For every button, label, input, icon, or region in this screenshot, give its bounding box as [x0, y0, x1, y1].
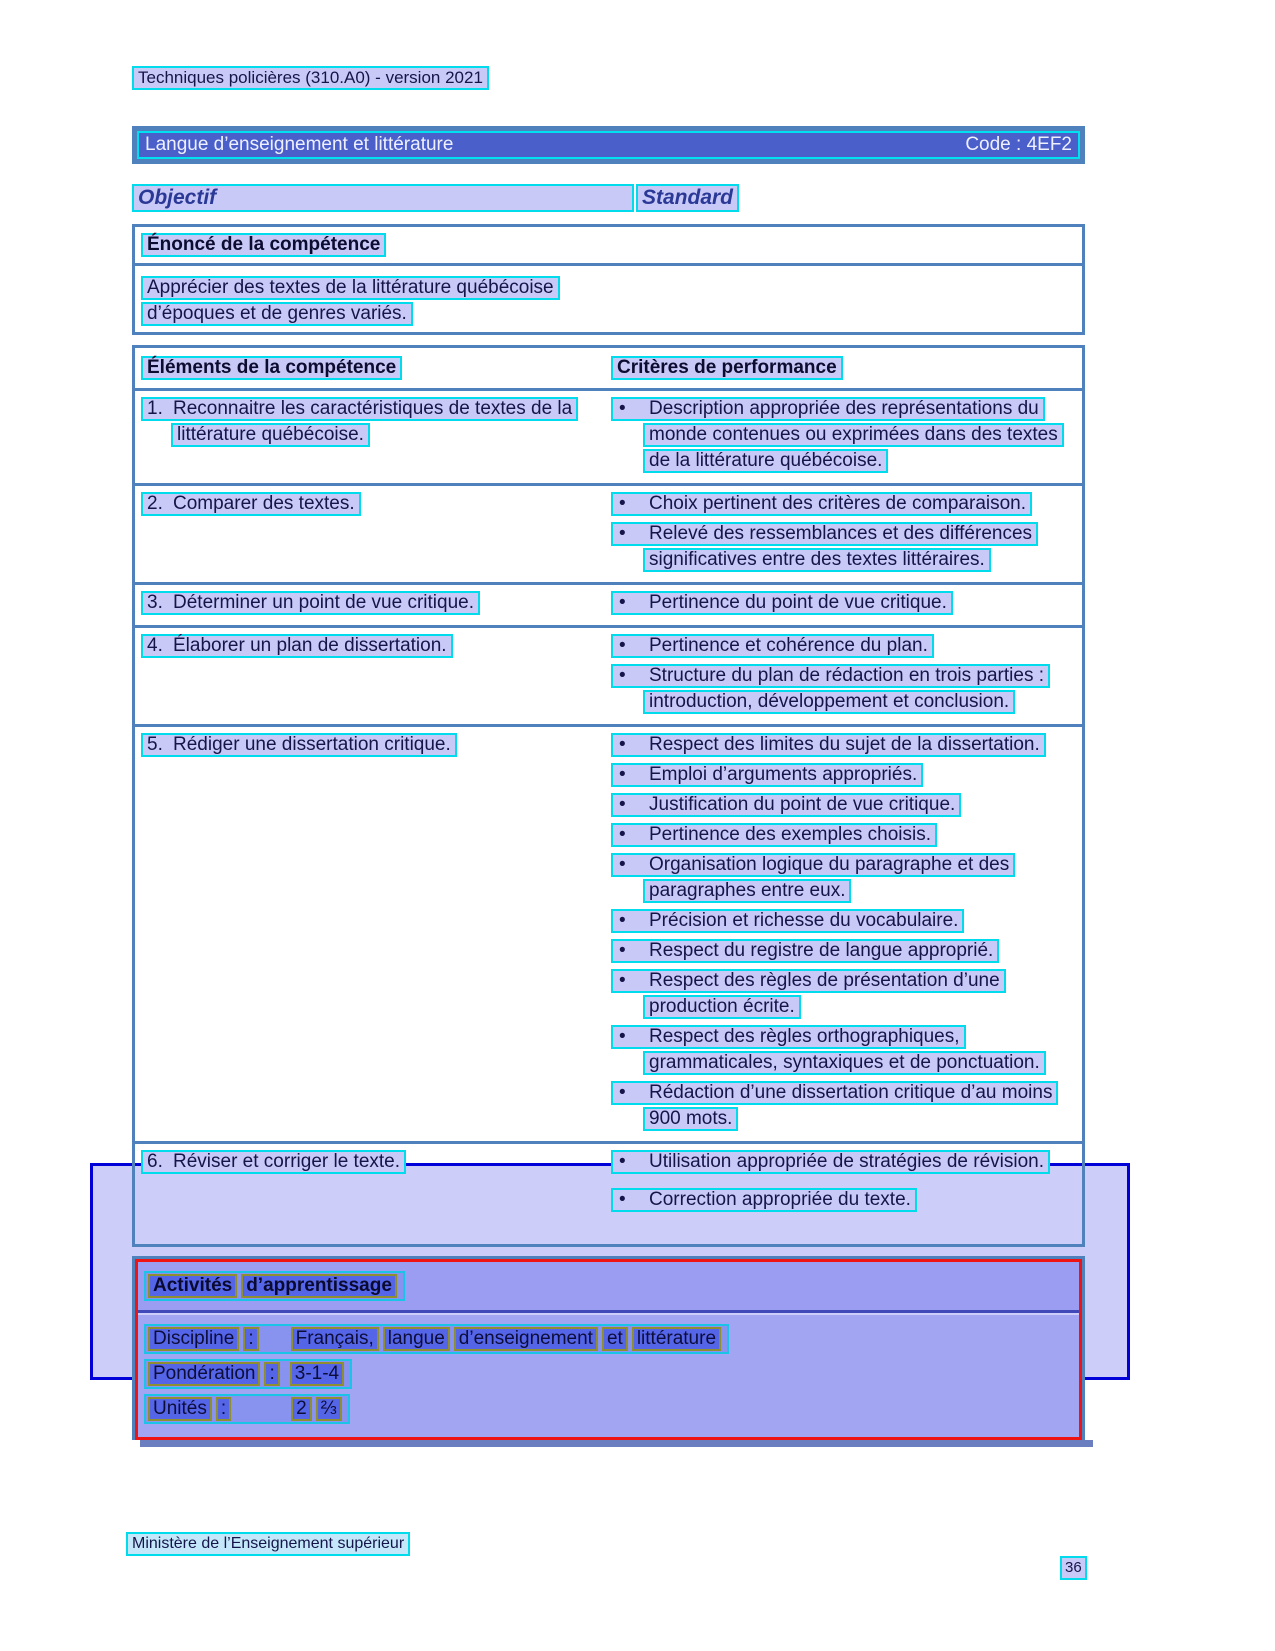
- activites-row-strip: [144, 1359, 352, 1389]
- text-line: [171, 423, 605, 447]
- page-footer: [126, 1532, 410, 1556]
- criteria-line-highlight: introduction, développement et conclusion.: [643, 690, 1015, 714]
- row-number: 2.: [147, 493, 163, 514]
- criteria-item: [611, 664, 1082, 714]
- criteria-item: [611, 763, 1082, 787]
- element-line-highlight: [141, 591, 480, 615]
- activites-value-word: 3-1-4: [290, 1362, 344, 1386]
- text-line: [611, 522, 1082, 546]
- criteres-header-cell: [611, 356, 843, 380]
- criteria-cell: [605, 733, 1082, 1137]
- criteria-text: Emploi d’arguments appropriés.: [649, 764, 918, 785]
- element-cell: [135, 1150, 605, 1218]
- criteria-item: [611, 591, 1082, 615]
- table-row: [135, 724, 1082, 1141]
- text-line: [611, 634, 1082, 658]
- bullet-icon: •: [619, 824, 626, 845]
- text-line: [141, 1150, 605, 1174]
- criteria-item: [611, 909, 1082, 933]
- bullet-icon: •: [619, 665, 626, 686]
- element-text: Rédiger une dissertation critique.: [173, 734, 451, 755]
- bullet-icon: •: [619, 635, 626, 656]
- element-text: Élaborer un plan de dissertation.: [173, 635, 447, 656]
- red-annotation-box: [135, 1259, 1082, 1440]
- row-number: 1.: [147, 398, 163, 419]
- criteria-text: Pertinence et cohérence du plan.: [649, 635, 928, 656]
- criteria-text: Précision et richesse du vocabulaire.: [649, 910, 959, 931]
- table-row: [135, 625, 1082, 724]
- row-number: 4.: [147, 635, 163, 656]
- criteria-item: [611, 733, 1082, 757]
- criteria-item: [611, 492, 1082, 516]
- criteria-item: [611, 397, 1082, 473]
- text-line: [611, 492, 1082, 516]
- elements-header-text: Éléments de la compétence: [141, 356, 402, 380]
- criteria-line-highlight: 900 mots.: [643, 1107, 738, 1131]
- text-line: [643, 690, 1082, 714]
- activites-value-word: et: [602, 1327, 628, 1351]
- text-line: [611, 853, 1082, 877]
- row-number: 3.: [147, 592, 163, 613]
- activites-value-word: Français,: [291, 1327, 379, 1351]
- activites-value-word: d’enseignement: [454, 1327, 598, 1351]
- criteria-text: Choix pertinent des critères de comparaison.: [649, 493, 1027, 514]
- text-line: [611, 591, 1082, 615]
- criteria-cell: [605, 1150, 1082, 1218]
- criteria-text: Description appropriée des représentations du: [649, 398, 1039, 419]
- criteria-item: [611, 969, 1082, 1019]
- criteria-text: Respect des limites du sujet de la dissertation.: [649, 734, 1040, 755]
- enonce-body: [135, 268, 1082, 332]
- text-line: [611, 969, 1082, 993]
- page-content: [0, 66, 1085, 1447]
- text-line: [643, 879, 1082, 903]
- activites-colon: :: [264, 1362, 279, 1386]
- criteria-item: [611, 634, 1082, 658]
- bullet-icon: •: [619, 734, 626, 755]
- criteria-item: [611, 793, 1082, 817]
- table-row: [135, 582, 1082, 625]
- element-text: Réviser et corriger le texte.: [173, 1151, 401, 1172]
- text-line: [141, 634, 605, 658]
- activites-header: [138, 1262, 1079, 1313]
- activites-header-word: Activités: [148, 1274, 237, 1298]
- criteria-text: Correction appropriée du texte.: [649, 1189, 911, 1210]
- element-line-highlight: [141, 397, 578, 421]
- competence-table: [132, 345, 1085, 1247]
- criteres-header-text: Critères de performance: [611, 356, 843, 380]
- text-line: [141, 733, 605, 757]
- bullet-icon: •: [619, 592, 626, 613]
- element-line-highlight: [141, 634, 453, 658]
- text-line: [141, 276, 1076, 300]
- element-text: Comparer des textes.: [173, 493, 355, 514]
- criteria-item: [611, 1188, 1082, 1212]
- activites-value-word: langue: [383, 1327, 450, 1351]
- criteria-line-highlight: [611, 492, 1032, 516]
- competence-rows: [135, 388, 1082, 1244]
- criteria-line-highlight: [611, 969, 1006, 993]
- activites-colon: :: [216, 1397, 231, 1421]
- enonce-header: [135, 227, 1082, 266]
- criteria-line-highlight: [611, 1081, 1058, 1105]
- table-row: [135, 388, 1082, 483]
- text-line: [643, 1051, 1082, 1075]
- activites-row: [144, 1324, 1073, 1354]
- course-banner-highlight: [137, 131, 1080, 159]
- criteria-text: Relevé des ressemblances et des différences: [649, 523, 1033, 544]
- criteria-line-highlight: [611, 793, 961, 817]
- criteria-item: [611, 1025, 1082, 1075]
- bullet-icon: •: [619, 854, 626, 875]
- criteria-line-highlight: [611, 853, 1015, 877]
- activites-colon: :: [243, 1327, 258, 1351]
- text-line: [141, 591, 605, 615]
- criteria-line-highlight: paragraphes entre eux.: [643, 879, 851, 903]
- text-line: [611, 1188, 1082, 1212]
- criteria-text: Rédaction d’une dissertation critique d’au moins: [649, 1082, 1053, 1103]
- bullet-icon: •: [619, 794, 626, 815]
- activites-header-word: d’apprentissage: [241, 1274, 397, 1298]
- enonce-header-text: Énoncé de la compétence: [141, 233, 386, 257]
- element-line-highlight: [141, 1150, 406, 1174]
- criteria-line-highlight: [611, 909, 964, 933]
- element-cell: [135, 591, 605, 621]
- footer-text: Ministère de l’Enseignement supérieur: [126, 1532, 410, 1556]
- criteria-item: [611, 1150, 1082, 1174]
- element-cell: [135, 397, 605, 479]
- criteria-text: Pertinence des exemples choisis.: [649, 824, 931, 845]
- row-number: 5.: [147, 734, 163, 755]
- text-line: [611, 793, 1082, 817]
- criteria-line-highlight: [611, 1025, 966, 1049]
- objectif-heading: Objectif: [132, 184, 634, 212]
- text-line: [643, 423, 1082, 447]
- text-line: [611, 939, 1082, 963]
- text-line: [611, 1081, 1082, 1105]
- text-line: [643, 449, 1082, 473]
- criteria-line-highlight: [611, 733, 1046, 757]
- text-line: [141, 397, 605, 421]
- criteria-text: Organisation logique du paragraphe et des: [649, 854, 1010, 875]
- activites-header-strip: [144, 1271, 405, 1301]
- bullet-icon: •: [619, 764, 626, 785]
- course-banner: [132, 126, 1085, 164]
- activites-value-word: 2: [291, 1397, 312, 1421]
- elements-header-cell: [141, 356, 611, 380]
- element-text: Déterminer un point de vue critique.: [173, 592, 474, 613]
- bullet-icon: •: [619, 398, 626, 419]
- criteria-text: Structure du plan de rédaction en trois parties :: [649, 665, 1045, 686]
- text-line: [611, 1025, 1082, 1049]
- criteria-line-highlight: de la littérature québécoise.: [643, 449, 888, 473]
- activites-value-word: ⅔: [316, 1397, 342, 1421]
- criteria-text: Pertinence du point de vue critique.: [649, 592, 947, 613]
- criteria-text: Justification du point de vue critique.: [649, 794, 956, 815]
- text-line: [611, 823, 1082, 847]
- criteria-cell: [605, 591, 1082, 621]
- criteria-line-highlight: [611, 522, 1038, 546]
- criteria-text: Respect des règles orthographiques,: [649, 1026, 960, 1047]
- bullet-icon: •: [619, 940, 626, 961]
- text-line: [611, 397, 1082, 421]
- enonce-line-1: Apprécier des textes de la littérature québécoise: [141, 276, 560, 300]
- text-line: [611, 909, 1082, 933]
- table-shadow-bar: [140, 1440, 1093, 1447]
- criteria-cell: [605, 397, 1082, 479]
- criteria-line-highlight: [611, 939, 999, 963]
- element-cell: [135, 733, 605, 1137]
- element-line-highlight: [141, 733, 457, 757]
- criteria-text: Respect des règles de présentation d’une: [649, 970, 1000, 991]
- course-code: Code : 4EF2: [965, 134, 1072, 155]
- enonce-table: [132, 224, 1085, 335]
- element-cell: [135, 492, 605, 578]
- criteria-line-highlight: [611, 763, 923, 787]
- bullet-icon: •: [619, 1026, 626, 1047]
- table-row: [135, 1141, 1082, 1244]
- bullet-icon: •: [619, 970, 626, 991]
- text-line: [643, 995, 1082, 1019]
- criteria-line-highlight: grammaticales, syntaxiques et de ponctuation.: [643, 1051, 1046, 1075]
- text-line: [643, 548, 1082, 572]
- row-number: 6.: [147, 1151, 163, 1172]
- document-header-text: Techniques policières (310.A0) - version 2021: [132, 66, 489, 90]
- activites-row: [144, 1359, 1073, 1389]
- text-line: [643, 1107, 1082, 1131]
- criteria-cell: [605, 634, 1082, 720]
- element-cell: [135, 634, 605, 720]
- text-line: [611, 664, 1082, 688]
- criteria-line-highlight: significatives entre des textes littéraires.: [643, 548, 991, 572]
- element-line-highlight: littérature québécoise.: [171, 423, 370, 447]
- element-text: Reconnaitre les caractéristiques de textes de la: [173, 398, 573, 419]
- activites-row: [144, 1394, 1073, 1424]
- criteria-line-highlight: [611, 397, 1045, 421]
- document-header: [132, 66, 1085, 90]
- activites-label: Pondération: [148, 1362, 260, 1386]
- criteria-line-highlight: monde contenues ou exprimées dans des textes: [643, 423, 1064, 447]
- course-title: Langue d’enseignement et littérature: [145, 134, 454, 155]
- text-line: [611, 1150, 1082, 1174]
- activites-table-outer: [132, 1256, 1085, 1440]
- activites-row-strip: [144, 1394, 350, 1424]
- bullet-icon: •: [619, 493, 626, 514]
- bullet-icon: •: [619, 1082, 626, 1103]
- page-number: [1060, 1556, 1087, 1580]
- bullet-icon: •: [619, 1151, 626, 1172]
- criteria-item: [611, 853, 1082, 903]
- criteria-line-highlight: [611, 823, 937, 847]
- activites-rows: [138, 1315, 1079, 1437]
- objectif-standard-row: [132, 184, 1085, 212]
- activites-label: Unités: [148, 1397, 212, 1421]
- activites-label: Discipline: [148, 1327, 239, 1351]
- criteria-line-highlight: [611, 1150, 1050, 1174]
- criteria-item: [611, 1081, 1082, 1131]
- standard-heading: Standard: [636, 184, 739, 212]
- table-row: [135, 483, 1082, 582]
- criteria-text: Respect du registre de langue approprié.: [649, 940, 994, 961]
- criteria-line-highlight: [611, 664, 1050, 688]
- criteria-line-highlight: production écrite.: [643, 995, 801, 1019]
- element-line-highlight: [141, 492, 361, 516]
- criteria-item: [611, 522, 1082, 572]
- activites-value-word: littérature: [632, 1327, 721, 1351]
- text-line: [611, 733, 1082, 757]
- text-line: [141, 302, 1076, 326]
- page-number-text: 36: [1060, 1556, 1087, 1580]
- competence-table-header: [135, 348, 1082, 388]
- criteria-line-highlight: [611, 634, 934, 658]
- text-line: [611, 763, 1082, 787]
- bullet-icon: •: [619, 523, 626, 544]
- criteria-item: [611, 823, 1082, 847]
- criteria-line-highlight: [611, 1188, 917, 1212]
- criteria-cell: [605, 492, 1082, 578]
- activites-row-strip: [144, 1324, 729, 1354]
- bullet-icon: •: [619, 1189, 626, 1210]
- enonce-line-2: d’époques et de genres variés.: [141, 302, 413, 326]
- bullet-icon: •: [619, 910, 626, 931]
- text-line: [141, 492, 605, 516]
- criteria-item: [611, 939, 1082, 963]
- criteria-text: Utilisation appropriée de stratégies de révision.: [649, 1151, 1044, 1172]
- criteria-line-highlight: [611, 591, 953, 615]
